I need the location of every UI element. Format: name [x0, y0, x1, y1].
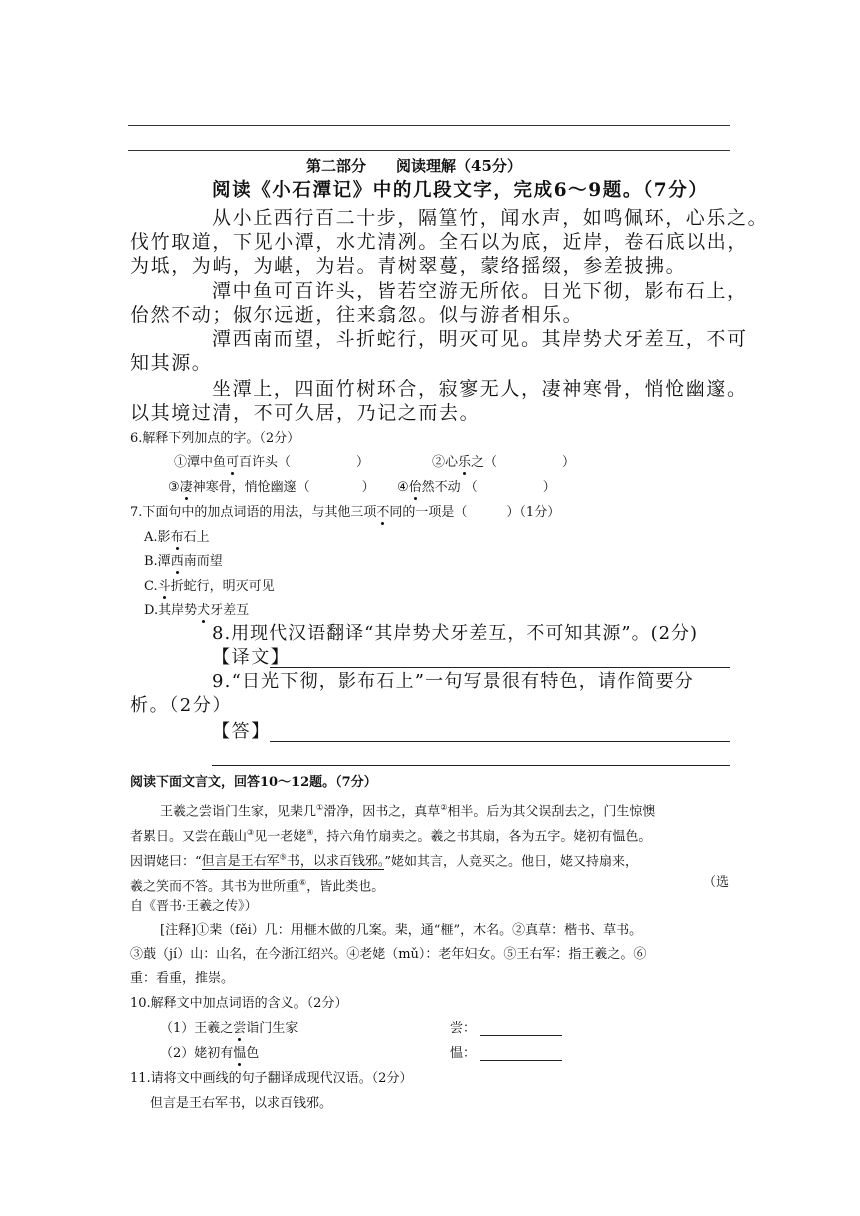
q11-sentence: 但言是王右军书，以求百钱邪。 — [150, 1096, 333, 1111]
q10-stem: 10.解释文中加点词语的含义。（2分） — [130, 996, 348, 1011]
q6-item-1: ①潭中鱼可百许头（ ） — [174, 455, 370, 470]
q10-item-2: （2）姥初有愠色 — [160, 1046, 260, 1061]
passage-line: 从小丘西行百二十步，隔篁竹，闻水声，如鸣佩环，心乐之。 — [212, 207, 769, 229]
passage-line: 坐潭上，四面竹树环合，寂寥无人，凄神寒骨，悄怆幽邃。 — [212, 378, 748, 400]
note-line: ③蕺（jí）山：山名，在今浙江绍兴。④老姥（mǔ）：老年妇女。⑤王右军：指王羲之。⑥ — [130, 947, 647, 962]
second-rule — [128, 150, 730, 151]
note-line: 重：看重，推崇。 — [130, 971, 235, 986]
part-heading: 第二部分 阅读理解（45分） — [306, 157, 522, 175]
q9-answer-label: 【答】 — [212, 721, 271, 742]
q10-answer-line-2[interactable] — [480, 1060, 562, 1061]
q6-item-2: ②心乐之（ ） — [432, 455, 576, 470]
passage-line: 伐竹取道，下见小潭，水尤清冽。全石以为底，近岸，卷石底以出， — [130, 231, 749, 253]
q10-answer-line-1[interactable] — [480, 1035, 562, 1036]
passage-line: 为坻，为屿，为嵁，为岩。青树翠蔓，蒙络摇缀，参差披拂。 — [130, 255, 687, 277]
q10-item-1-label: 尝： — [450, 1021, 477, 1036]
q11-stem: 11.请将文中画线的句子翻译成现代汉语。（2分） — [130, 1071, 413, 1086]
q6-item-4: ④佁然不动 （ ） — [397, 480, 556, 495]
classical-title: 阅读下面文言文，回答10～12题。（7分） — [130, 775, 377, 790]
q6-item-3: ③凄神寒骨，悄怆幽邃（ ） — [168, 480, 375, 495]
classical-line: 者累日。又尝在蕺山③见一老姥④，持六角竹扇卖之。羲之书其扇，各为五字。姥初有愠色。 — [130, 828, 652, 845]
passage-line: 潭中鱼可百许头，皆若空游无所依。日光下彻，影布石上， — [212, 280, 748, 302]
q10-item-2-label: 愠： — [450, 1046, 477, 1061]
q9-stem-line2: 析。（2分） — [130, 695, 233, 716]
passage-line: 知其源。 — [130, 352, 213, 374]
q9-answer-line-2[interactable] — [212, 765, 730, 766]
q9-stem-line1: 9.“日光下彻，影布石上”一句写景很有特色，请作简要分 — [212, 671, 694, 692]
classical-line: 因谓姥曰：“但言是王右军⑤书，以求百钱邪。”姥如其言，人竞买之。他日，姥又持扇来， — [130, 853, 639, 870]
q7-option-c: C.斗折蛇行，明灭可见 — [144, 579, 275, 594]
q7-option-d: D.其岸势犬牙差互 — [144, 603, 250, 618]
q6-stem: 6.解释下列加点的字。（2分） — [130, 431, 301, 446]
top-rule — [128, 125, 730, 126]
classical-source: 自《晋书·王羲之传》） — [130, 899, 258, 914]
q10-item-1: （1）王羲之尝诣门生家 — [160, 1021, 299, 1036]
q8-answer-line[interactable] — [270, 667, 730, 668]
passage-line: 以其境过清，不可久居，乃记之而去。 — [130, 402, 481, 424]
q8-stem: 8.用现代汉语翻译“其岸势犬牙差互，不可知其源”。(2分) — [212, 623, 699, 644]
q7-option-b: B.潭西南而望 — [144, 554, 223, 569]
note-line: [注释]①棐（fěi）几：用榧木做的几案。棐，通“榧”，木名。②真草：楷书、草书。 — [160, 923, 643, 938]
classical-line: 王羲之尝诣门生家，见棐几①滑净，因书之，真草②相半。后为其父误刮去之，门生惊懊 — [160, 803, 656, 820]
classical-line: 羲之笑而不答。其书为世所重⑥，皆此类也。 — [130, 878, 385, 895]
passage-line: 佁然不动；俶尔远逝，往来翕忽。似与游者相乐。 — [130, 304, 584, 326]
classical-source-start: （选 — [703, 875, 730, 890]
passage-line: 潭西南而望，斗折蛇行，明灭可见。其岸势犬牙差互，不可 — [212, 328, 748, 350]
q8-answer-label: 【译文】 — [212, 647, 291, 668]
q7-stem: 7.下面句中的加点词语的用法，与其他三项不同的一项是（ ）（1分） — [130, 505, 561, 520]
section-title: 阅读《小石潭记》中的几段文字，完成6～9题。（7分） — [212, 180, 709, 201]
q7-option-a: A.影布石上 — [144, 530, 210, 545]
q9-answer-line-1[interactable] — [270, 741, 730, 742]
